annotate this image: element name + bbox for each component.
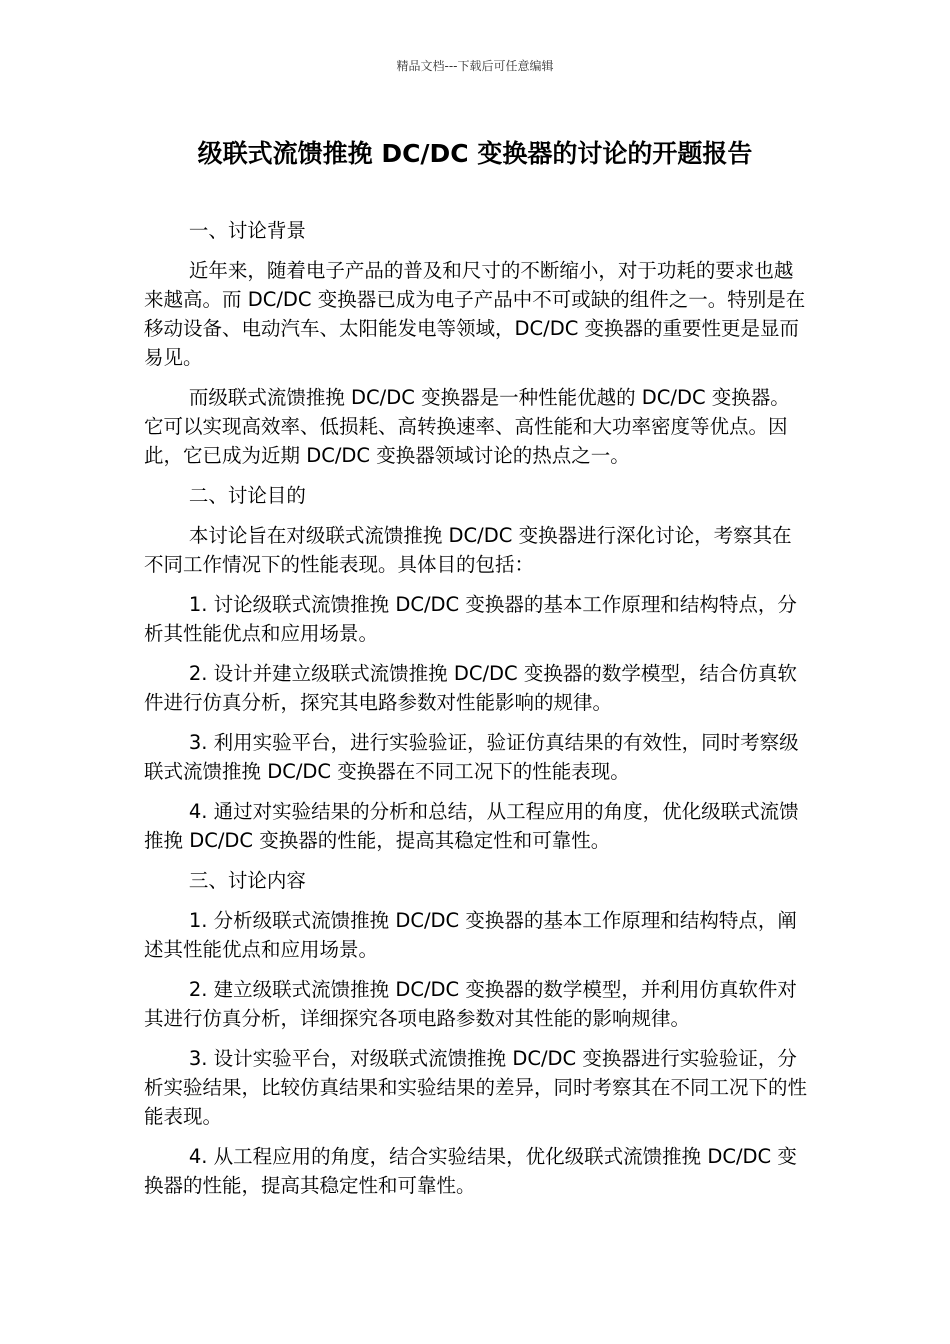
document-title: 级联式流馈推挽 DC/DC 变换器的讨论的开题报告 xyxy=(197,139,753,168)
list-item: 3. 利用实验平台，进行实验验证，验证仿真结果的有效性，同时考察级联式流馈推挽 DC/DC 变换器在不同工况下的性能表现。 xyxy=(144,731,799,783)
list-item: 2. 建立级联式流馈推挽 DC/DC 变换器的数学模型，并利用仿真软件对其进行仿真分析，详细探究各项电路参数对其性能的影响规律。 xyxy=(144,978,797,1030)
document-body xyxy=(144,216,808,1211)
paragraph: 而级联式流馈推挽 DC/DC 变换器是一种性能优越的 DC/DC 变换器。它可以实现高效率、低损耗、高转换速率、高性能和大功率密度等优点。因此，它已成为近期 DC/DC 变换器领域讨论的热点之一。 xyxy=(144,386,790,467)
list-item: 2. 设计并建立级联式流馈推挽 DC/DC 变换器的数学模型，结合仿真软件进行仿真分析，探究其电路参数对性能影响的规律。 xyxy=(144,662,797,714)
list-item: 1. 讨论级联式流馈推挽 DC/DC 变换器的基本工作原理和结构特点，分析其性能优点和应用场景。 xyxy=(144,593,797,645)
paragraph: 近年来，随着电子产品的普及和尺寸的不断缩小，对于功耗的要求也越来越高。而 DC/DC 变换器已成为电子产品中不可或缺的组件之一。特别是在移动设备、电动汽车、太阳能发电等领域，DC/DC 变换器的重要性更是显而易见。 xyxy=(144,259,806,369)
list-item: 4. 从工程应用的角度，结合实验结果，优化级联式流馈推挽 DC/DC 变换器的性能，提高其稳定性和可靠性。 xyxy=(144,1145,797,1197)
section-heading-purpose: 二、讨论目的 xyxy=(188,484,306,507)
list-item: 4. 通过对实验结果的分析和总结，从工程应用的角度，优化级联式流馈推挽 DC/DC 变换器的性能，提高其稳定性和可靠性。 xyxy=(144,800,799,852)
list-item: 3. 设计实验平台，对级联式流馈推挽 DC/DC 变换器进行实验验证，分析实验结果，比较仿真结果和实验结果的差异，同时考察其在不同工况下的性能表现。 xyxy=(144,1047,808,1128)
list-item: 1. 分析级联式流馈推挽 DC/DC 变换器的基本工作原理和结构特点，阐述其性能优点和应用场景。 xyxy=(144,909,797,961)
section-heading-content: 三、讨论内容 xyxy=(188,869,306,892)
section-heading-background: 一、讨论背景 xyxy=(188,219,306,242)
paragraph: 本讨论旨在对级联式流馈推挽 DC/DC 变换器进行深化讨论，考察其在不同工作情况下的性能表现。具体目的包括： xyxy=(144,524,792,576)
header-note: 精品文档---下载后可任意编辑 xyxy=(396,59,554,73)
